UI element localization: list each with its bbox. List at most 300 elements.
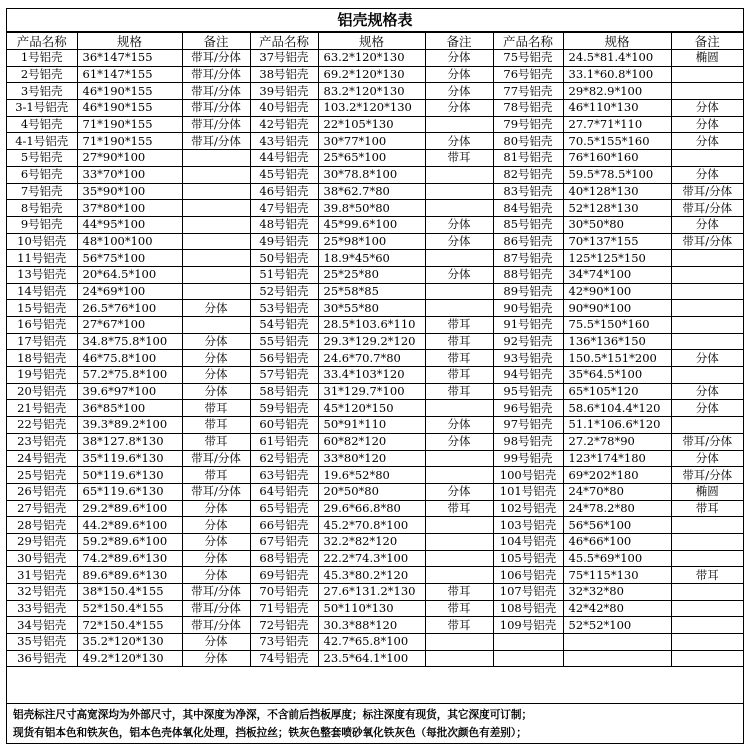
header-spec-2: 规格	[318, 33, 425, 50]
spec-cell: 27*67*100	[77, 317, 182, 334]
product-name-cell: 3-1号铝壳	[7, 100, 77, 117]
spec-cell: 89.6*89.6*130	[77, 567, 182, 584]
product-name-cell: 61号铝壳	[250, 433, 318, 450]
table-row	[7, 116, 743, 133]
product-name-cell: 46号铝壳	[250, 183, 318, 200]
product-name-cell: 28号铝壳	[7, 517, 77, 534]
product-name-cell: 51号铝壳	[250, 266, 318, 283]
spec-cell: 57.2*75.8*100	[77, 367, 182, 384]
remark-cell: 分体	[182, 634, 250, 651]
product-name-cell: 9号铝壳	[7, 216, 77, 233]
remark-cell: 分体	[425, 100, 493, 117]
product-name-cell: 39号铝壳	[250, 83, 318, 100]
remark-cell	[425, 467, 493, 484]
header-product-name-2: 产品名称	[250, 33, 318, 50]
product-name-cell: 101号铝壳	[493, 483, 563, 500]
remark-cell: 带耳	[425, 350, 493, 367]
spec-cell: 35*90*100	[77, 183, 182, 200]
remark-cell: 带耳	[425, 317, 493, 334]
spec-table	[7, 32, 743, 667]
remark-cell: 分体	[182, 567, 250, 584]
remark-cell	[671, 250, 743, 267]
spec-cell: 70.5*155*160	[563, 133, 671, 150]
product-name-cell: 59号铝壳	[250, 400, 318, 417]
product-name-cell: 40号铝壳	[250, 100, 318, 117]
table-row	[7, 166, 743, 183]
spec-cell: 36*147*155	[77, 50, 182, 67]
spec-cell: 34*74*100	[563, 266, 671, 283]
table-row	[7, 150, 743, 167]
spec-sheet	[6, 8, 744, 744]
product-name-cell: 13号铝壳	[7, 266, 77, 283]
product-name-cell: 80号铝壳	[493, 133, 563, 150]
spec-table-body	[7, 50, 743, 667]
remark-cell	[671, 650, 743, 667]
remark-cell	[671, 83, 743, 100]
remark-cell: 带耳/分体	[671, 233, 743, 250]
product-name-cell: 91号铝壳	[493, 317, 563, 334]
remark-cell	[182, 166, 250, 183]
product-name-cell: 81号铝壳	[493, 150, 563, 167]
table-row	[7, 567, 743, 584]
product-name-cell: 3号铝壳	[7, 83, 77, 100]
remark-cell: 带耳/分体	[182, 133, 250, 150]
product-name-cell: 53号铝壳	[250, 300, 318, 317]
product-name-cell: 18号铝壳	[7, 350, 77, 367]
product-name-cell: 74号铝壳	[250, 650, 318, 667]
product-name-cell: 17号铝壳	[7, 333, 77, 350]
remark-cell	[425, 650, 493, 667]
remark-cell	[671, 367, 743, 384]
spec-cell: 45.2*70.8*100	[318, 517, 425, 534]
remark-cell	[425, 200, 493, 217]
remark-cell	[425, 300, 493, 317]
spec-cell: 51.1*106.6*120	[563, 417, 671, 434]
product-name-cell: 16号铝壳	[7, 317, 77, 334]
product-name-cell: 42号铝壳	[250, 116, 318, 133]
product-name-cell: 63号铝壳	[250, 467, 318, 484]
remark-cell	[671, 317, 743, 334]
spec-cell: 25*65*100	[318, 150, 425, 167]
remark-cell: 带耳/分体	[182, 116, 250, 133]
remark-cell: 分体	[182, 383, 250, 400]
spec-cell: 46*75.8*100	[77, 350, 182, 367]
remark-cell	[671, 550, 743, 567]
remark-cell: 分体	[425, 216, 493, 233]
spec-cell: 56*75*100	[77, 250, 182, 267]
remark-cell: 分体	[425, 433, 493, 450]
spec-cell: 29.3*129.2*120	[318, 333, 425, 350]
product-name-cell: 95号铝壳	[493, 383, 563, 400]
spec-cell: 59.2*89.6*100	[77, 533, 182, 550]
spec-cell: 33*70*100	[77, 166, 182, 183]
remark-cell: 分体	[671, 383, 743, 400]
product-name-cell: 70号铝壳	[250, 584, 318, 601]
spec-cell: 83.2*120*130	[318, 83, 425, 100]
spec-cell: 45.3*80.2*120	[318, 567, 425, 584]
header-row	[7, 33, 743, 50]
spec-cell: 24*78.2*80	[563, 500, 671, 517]
remark-cell: 分体	[182, 650, 250, 667]
remark-cell: 分体	[671, 116, 743, 133]
header-product-name-3: 产品名称	[493, 33, 563, 50]
product-name-cell: 85号铝壳	[493, 216, 563, 233]
product-name-cell: 1号铝壳	[7, 50, 77, 67]
product-name-cell: 56号铝壳	[250, 350, 318, 367]
remark-cell	[671, 66, 743, 83]
table-row	[7, 50, 743, 67]
spec-cell: 75.5*150*160	[563, 317, 671, 334]
remark-cell	[425, 550, 493, 567]
spec-cell: 27.2*78*90	[563, 433, 671, 450]
remark-cell: 分体	[671, 100, 743, 117]
remark-cell	[671, 617, 743, 634]
remark-cell: 分体	[671, 166, 743, 183]
product-name-cell: 23号铝壳	[7, 433, 77, 450]
spec-cell: 69*202*180	[563, 467, 671, 484]
spec-cell: 27.6*131.2*130	[318, 584, 425, 601]
product-name-cell: 32号铝壳	[7, 584, 77, 601]
spec-cell: 42*90*100	[563, 283, 671, 300]
spec-cell: 25*58*85	[318, 283, 425, 300]
remark-cell: 分体	[182, 350, 250, 367]
remark-cell: 分体	[182, 333, 250, 350]
spec-cell: 35.2*120*130	[77, 634, 182, 651]
product-name-cell: 79号铝壳	[493, 116, 563, 133]
product-name-cell: 77号铝壳	[493, 83, 563, 100]
remark-cell	[425, 116, 493, 133]
table-row	[7, 250, 743, 267]
remark-cell: 分体	[182, 500, 250, 517]
product-name-cell: 4-1号铝壳	[7, 133, 77, 150]
remark-cell: 带耳	[425, 383, 493, 400]
spec-cell: 24.6*70.7*80	[318, 350, 425, 367]
table-row	[7, 367, 743, 384]
remark-cell: 带耳/分体	[182, 600, 250, 617]
table-row	[7, 550, 743, 567]
spec-cell: 52*52*100	[563, 617, 671, 634]
spec-cell: 125*125*150	[563, 250, 671, 267]
remark-cell	[425, 283, 493, 300]
remark-cell: 带耳/分体	[671, 467, 743, 484]
table-row	[7, 133, 743, 150]
product-name-cell: 104号铝壳	[493, 533, 563, 550]
remark-cell	[671, 333, 743, 350]
spec-cell: 23.5*64.1*100	[318, 650, 425, 667]
product-name-cell: 107号铝壳	[493, 584, 563, 601]
table-row	[7, 333, 743, 350]
spec-cell: 33.1*60.8*100	[563, 66, 671, 83]
product-name-cell: 55号铝壳	[250, 333, 318, 350]
spec-cell: 103.2*120*130	[318, 100, 425, 117]
spec-cell: 71*190*155	[77, 116, 182, 133]
footnote-line-1: 铝壳标注尺寸高宽深均为外部尺寸，其中深度为净深，不含前后挡板厚度；标注深度有现货，其它深度可订制；	[13, 709, 533, 721]
remark-cell: 分体	[671, 350, 743, 367]
spec-cell: 150.5*151*200	[563, 350, 671, 367]
spec-cell: 38*62.7*80	[318, 183, 425, 200]
product-name-cell: 109号铝壳	[493, 617, 563, 634]
product-name-cell: 31号铝壳	[7, 567, 77, 584]
product-name-cell: 82号铝壳	[493, 166, 563, 183]
product-name-cell: 105号铝壳	[493, 550, 563, 567]
spec-cell: 56*56*100	[563, 517, 671, 534]
product-name-cell: 34号铝壳	[7, 617, 77, 634]
spec-cell: 30*55*80	[318, 300, 425, 317]
spec-cell: 50*119.6*130	[77, 467, 182, 484]
table-row	[7, 383, 743, 400]
spec-cell: 33*80*120	[318, 450, 425, 467]
remark-cell	[425, 634, 493, 651]
product-name-cell: 65号铝壳	[250, 500, 318, 517]
remark-cell: 带耳/分体	[182, 66, 250, 83]
spec-cell: 32.2*82*120	[318, 533, 425, 550]
remark-cell: 带耳/分体	[671, 200, 743, 217]
product-name-cell: 7号铝壳	[7, 183, 77, 200]
header-spec-3: 规格	[563, 33, 671, 50]
remark-cell	[182, 216, 250, 233]
table-row	[7, 317, 743, 334]
spec-cell: 26.5*76*100	[77, 300, 182, 317]
product-name-cell: 45号铝壳	[250, 166, 318, 183]
product-name-cell: 76号铝壳	[493, 66, 563, 83]
spec-cell: 38*150.4*155	[77, 584, 182, 601]
remark-cell	[671, 634, 743, 651]
product-name-cell: 24号铝壳	[7, 450, 77, 467]
spec-cell: 76*160*160	[563, 150, 671, 167]
product-name-cell	[493, 650, 563, 667]
product-name-cell: 62号铝壳	[250, 450, 318, 467]
product-name-cell: 35号铝壳	[7, 634, 77, 651]
product-name-cell: 57号铝壳	[250, 367, 318, 384]
product-name-cell: 97号铝壳	[493, 417, 563, 434]
remark-cell: 分体	[182, 517, 250, 534]
spec-cell: 60*82*120	[318, 433, 425, 450]
spec-cell: 90*90*100	[563, 300, 671, 317]
product-name-cell: 98号铝壳	[493, 433, 563, 450]
remark-cell	[671, 600, 743, 617]
product-name-cell: 15号铝壳	[7, 300, 77, 317]
product-name-cell: 96号铝壳	[493, 400, 563, 417]
product-name-cell: 36号铝壳	[7, 650, 77, 667]
product-name-cell: 60号铝壳	[250, 417, 318, 434]
product-name-cell: 99号铝壳	[493, 450, 563, 467]
product-name-cell: 67号铝壳	[250, 533, 318, 550]
remark-cell: 分体	[425, 50, 493, 67]
spec-cell: 59.5*78.5*100	[563, 166, 671, 183]
spec-cell: 34.8*75.8*100	[77, 333, 182, 350]
remark-cell	[182, 200, 250, 217]
table-row	[7, 300, 743, 317]
remark-cell: 带耳/分体	[182, 483, 250, 500]
product-name-cell: 86号铝壳	[493, 233, 563, 250]
spec-cell: 45*99.6*100	[318, 216, 425, 233]
table-row	[7, 233, 743, 250]
remark-cell	[671, 283, 743, 300]
product-name-cell: 30号铝壳	[7, 550, 77, 567]
spec-cell: 52*150.4*155	[77, 600, 182, 617]
spec-cell: 33.4*103*120	[318, 367, 425, 384]
spec-cell: 30.3*88*120	[318, 617, 425, 634]
spec-cell: 35*64.5*100	[563, 367, 671, 384]
remark-cell: 分体	[425, 417, 493, 434]
remark-cell: 分体	[182, 550, 250, 567]
remark-cell	[425, 166, 493, 183]
spec-cell: 58.6*104.4*120	[563, 400, 671, 417]
product-name-cell: 5号铝壳	[7, 150, 77, 167]
product-name-cell: 94号铝壳	[493, 367, 563, 384]
remark-cell	[671, 417, 743, 434]
table-row	[7, 100, 743, 117]
remark-cell: 带耳/分体	[671, 433, 743, 450]
remark-cell	[425, 400, 493, 417]
product-name-cell: 93号铝壳	[493, 350, 563, 367]
product-name-cell: 92号铝壳	[493, 333, 563, 350]
spec-cell: 65*119.6*130	[77, 483, 182, 500]
remark-cell: 分体	[425, 266, 493, 283]
remark-cell: 带耳/分体	[671, 183, 743, 200]
product-name-cell: 11号铝壳	[7, 250, 77, 267]
spec-cell: 30*78.8*100	[318, 166, 425, 183]
spec-cell: 42*42*80	[563, 600, 671, 617]
product-name-cell: 89号铝壳	[493, 283, 563, 300]
spec-cell: 35*119.6*130	[77, 450, 182, 467]
product-name-cell: 73号铝壳	[250, 634, 318, 651]
spec-cell: 30*77*100	[318, 133, 425, 150]
remark-cell: 分体	[425, 233, 493, 250]
footnote	[7, 703, 743, 743]
remark-cell: 带耳/分体	[182, 83, 250, 100]
remark-cell: 带耳	[425, 584, 493, 601]
remark-cell: 分体	[671, 133, 743, 150]
product-name-cell: 22号铝壳	[7, 417, 77, 434]
spec-cell: 19.6*52*80	[318, 467, 425, 484]
header-remark-3: 备注	[671, 33, 743, 50]
spec-cell: 24*69*100	[77, 283, 182, 300]
remark-cell: 带耳/分体	[182, 450, 250, 467]
table-row	[7, 533, 743, 550]
product-name-cell: 10号铝壳	[7, 233, 77, 250]
product-name-cell: 66号铝壳	[250, 517, 318, 534]
remark-cell	[182, 317, 250, 334]
product-name-cell: 37号铝壳	[250, 50, 318, 67]
remark-cell	[671, 300, 743, 317]
product-name-cell: 21号铝壳	[7, 400, 77, 417]
product-name-cell: 90号铝壳	[493, 300, 563, 317]
product-name-cell: 100号铝壳	[493, 467, 563, 484]
spec-cell: 45*120*150	[318, 400, 425, 417]
spec-cell: 32*32*80	[563, 584, 671, 601]
remark-cell	[425, 183, 493, 200]
remark-cell	[182, 183, 250, 200]
remark-cell	[425, 517, 493, 534]
spec-cell: 46*110*130	[563, 100, 671, 117]
spec-cell: 61*147*155	[77, 66, 182, 83]
spec-cell: 28.5*103.6*110	[318, 317, 425, 334]
product-name-cell: 19号铝壳	[7, 367, 77, 384]
spec-cell: 46*190*155	[77, 83, 182, 100]
product-name-cell: 78号铝壳	[493, 100, 563, 117]
spec-cell: 136*136*150	[563, 333, 671, 350]
remark-cell: 带耳	[182, 417, 250, 434]
remark-cell: 椭圆	[671, 483, 743, 500]
spec-cell: 27.7*71*110	[563, 116, 671, 133]
spec-cell: 24*70*80	[563, 483, 671, 500]
remark-cell: 带耳/分体	[182, 617, 250, 634]
table-row	[7, 183, 743, 200]
sheet-title: 铝壳规格表	[7, 9, 743, 32]
remark-cell: 分体	[425, 83, 493, 100]
remark-cell: 带耳/分体	[182, 100, 250, 117]
spec-cell: 46*190*155	[77, 100, 182, 117]
product-name-cell: 26号铝壳	[7, 483, 77, 500]
spec-cell: 22.2*74.3*100	[318, 550, 425, 567]
product-name-cell: 87号铝壳	[493, 250, 563, 267]
remark-cell: 椭圆	[671, 50, 743, 67]
spec-cell: 48*100*100	[77, 233, 182, 250]
spec-cell: 42.7*65.8*100	[318, 634, 425, 651]
spec-cell: 24.5*81.4*100	[563, 50, 671, 67]
product-name-cell: 71号铝壳	[250, 600, 318, 617]
product-name-cell: 4号铝壳	[7, 116, 77, 133]
product-name-cell: 29号铝壳	[7, 533, 77, 550]
spec-cell: 40*128*130	[563, 183, 671, 200]
footnote-line-2: 现货有铝本色和铁灰色，铝本色壳体氧化处理，挡板拉丝；铁灰色整套喷砂氧化铁灰色（每批次颜色有差别）；	[13, 727, 527, 739]
spec-cell: 25*25*80	[318, 266, 425, 283]
spec-cell: 39.3*89.2*100	[77, 417, 182, 434]
product-name-cell: 64号铝壳	[250, 483, 318, 500]
remark-cell	[671, 584, 743, 601]
spec-cell: 37*80*100	[77, 200, 182, 217]
remark-cell	[182, 266, 250, 283]
table-row	[7, 634, 743, 651]
spec-cell: 18.9*45*60	[318, 250, 425, 267]
table-row	[7, 266, 743, 283]
product-name-cell: 68号铝壳	[250, 550, 318, 567]
product-name-cell: 83号铝壳	[493, 183, 563, 200]
spec-cell: 25*98*100	[318, 233, 425, 250]
spec-cell: 44.2*89.6*100	[77, 517, 182, 534]
remark-cell: 带耳	[425, 333, 493, 350]
table-row	[7, 350, 743, 367]
spec-cell: 74.2*89.6*130	[77, 550, 182, 567]
header-spec-1: 规格	[77, 33, 182, 50]
product-name-cell: 69号铝壳	[250, 567, 318, 584]
remark-cell: 带耳	[671, 500, 743, 517]
remark-cell: 带耳	[182, 400, 250, 417]
spec-cell: 20*64.5*100	[77, 266, 182, 283]
product-name-cell: 102号铝壳	[493, 500, 563, 517]
remark-cell: 带耳	[425, 600, 493, 617]
remark-cell	[671, 266, 743, 283]
remark-cell	[671, 150, 743, 167]
remark-cell: 带耳	[425, 500, 493, 517]
remark-cell: 带耳	[425, 617, 493, 634]
table-row	[7, 66, 743, 83]
table-row	[7, 283, 743, 300]
spec-cell: 69.2*120*130	[318, 66, 425, 83]
product-name-cell: 75号铝壳	[493, 50, 563, 67]
product-name-cell: 52号铝壳	[250, 283, 318, 300]
table-row	[7, 483, 743, 500]
table-row	[7, 417, 743, 434]
spec-cell: 72*150.4*155	[77, 617, 182, 634]
product-name-cell: 44号铝壳	[250, 150, 318, 167]
spec-cell: 36*85*100	[77, 400, 182, 417]
spec-cell: 29*82.9*100	[563, 83, 671, 100]
remark-cell: 带耳	[671, 567, 743, 584]
remark-cell: 分体	[425, 483, 493, 500]
remark-cell: 带耳	[182, 467, 250, 484]
